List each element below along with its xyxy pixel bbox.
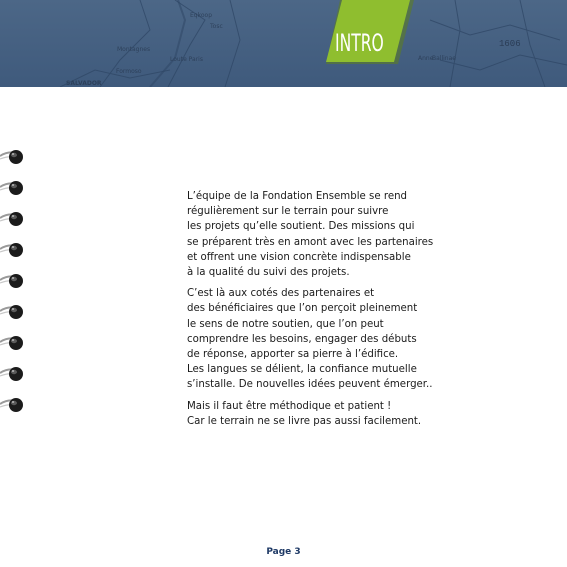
text-line: s’installe. De nouvelles idées peuvent émerger..: [187, 379, 433, 391]
intro-body-text: [187, 189, 467, 435]
text-line: C’est là aux cotés des partenaires et: [187, 288, 375, 300]
spiral-ring-icon: [0, 271, 30, 291]
map-label: Montagnes: [117, 46, 151, 53]
text-line: comprendre les besoins, engager des débuts: [187, 333, 417, 345]
spiral-ring-icon: [0, 364, 30, 384]
map-label: Ballinae: [432, 55, 456, 62]
map-label: 1606: [499, 39, 521, 49]
map-label: Formoso: [116, 68, 142, 75]
text-line: de réponse, apporter sa pierre à l’édifice.: [187, 349, 399, 361]
spiral-ring-icon: [0, 209, 30, 229]
intro-section-tab: [324, 0, 416, 64]
text-line: Les langues se délient, la confiance mutuelle: [187, 364, 417, 376]
intro-label: INTRO: [335, 29, 384, 57]
spiral-ring-icon: [0, 395, 30, 415]
text-line: et offrent une vision concrète indispensable: [187, 251, 411, 263]
page-number: Page 3: [266, 547, 301, 557]
spiral-ring-icon: [0, 240, 30, 260]
paragraph: [187, 286, 467, 392]
text-line: se préparent très en amont avec les partenaires: [187, 236, 434, 248]
spiral-ring-icon: [0, 302, 30, 322]
text-line: régulièrement sur le terrain pour suivre: [187, 206, 389, 218]
text-line: des bénéficiaires que l’on perçoit pleinement: [187, 303, 418, 315]
spiral-binding: [0, 147, 30, 422]
map-label: Tosc: [210, 23, 223, 30]
map-lines: [0, 0, 567, 87]
text-line: Car le terrain ne se livre pas aussi facilement.: [187, 415, 422, 427]
map-label: Eqkoop: [190, 12, 213, 19]
text-line: L’équipe de la Fondation Ensemble se rend: [187, 191, 408, 202]
map-label: Anne: [418, 55, 434, 62]
map-header-banner: [0, 0, 567, 87]
spiral-ring-icon: [0, 178, 30, 198]
map-label: SALVADOR: [66, 80, 102, 87]
spiral-ring-icon: [0, 333, 30, 353]
paragraph: [187, 399, 467, 429]
text-line: Mais il faut être méthodique et patient !: [187, 400, 392, 412]
map-label: Loute Paris: [170, 56, 203, 63]
text-line: à la qualité du suivi des projets.: [187, 267, 350, 279]
spiral-ring-icon: [0, 147, 30, 167]
text-line: le sens de notre soutien, que l’on peut: [187, 318, 384, 330]
paragraph: [187, 189, 467, 280]
text-line: les projets qu’elle soutient. Des missions qui: [187, 221, 415, 233]
